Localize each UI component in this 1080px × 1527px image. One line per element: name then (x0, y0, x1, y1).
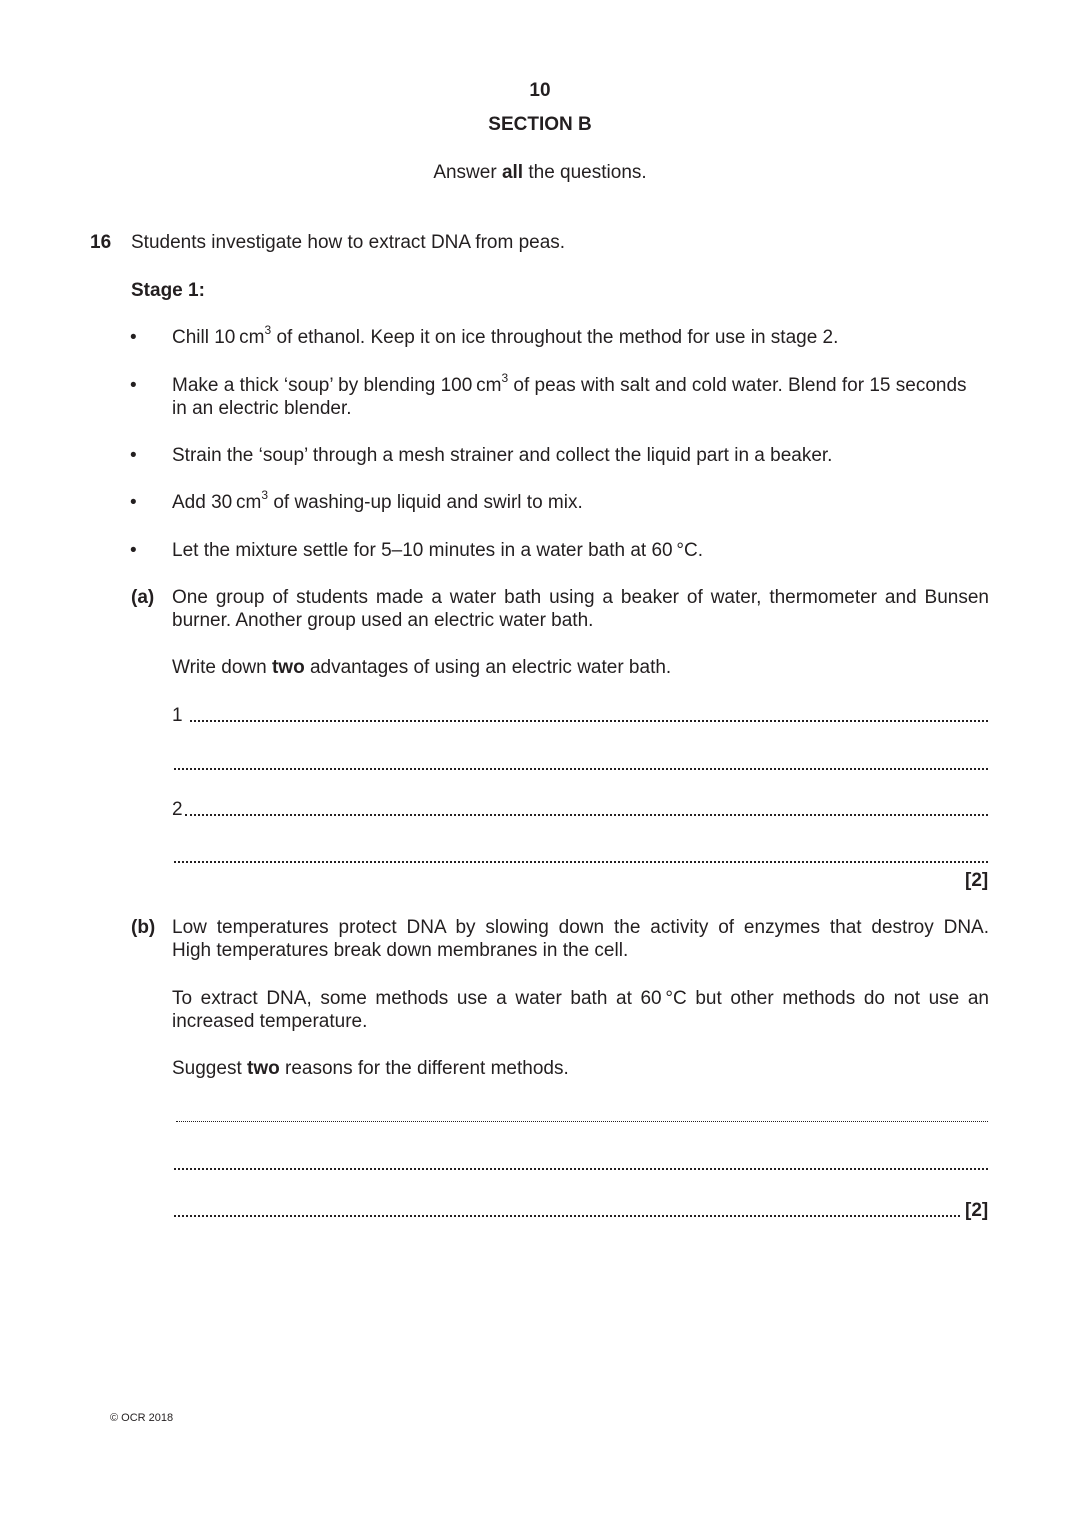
part-a-prompt (172, 657, 671, 679)
bullet-icon: • (130, 540, 137, 561)
part-a-marks: [2] (965, 870, 989, 891)
section-instruction (0, 162, 1080, 184)
method-step: Let the mixture settle for 5–10 minutes in a water bath at 60 °C. (172, 540, 704, 561)
part-a-text-line2: burner. Another group used an electric water bath. (172, 610, 594, 631)
method-step (172, 370, 967, 397)
step-text: Chill 10 cm (172, 327, 265, 348)
bullet-icon: • (130, 327, 137, 348)
prompt-text: Write down (172, 657, 272, 678)
answer-line-a1[interactable] (190, 720, 988, 722)
part-a-label: (a) (131, 587, 155, 608)
bullet-icon: • (130, 375, 137, 396)
copyright-footer: © OCR 2018 (110, 1412, 174, 1424)
bullet-icon: • (130, 445, 137, 466)
answer-2-label: 2 (172, 799, 183, 820)
instruction-bold: all (501, 162, 524, 183)
prompt-bold: two (271, 657, 305, 678)
part-b-text-line4: increased temperature. (172, 1011, 368, 1032)
part-a-text-line1: One group of students made a water bath using a beaker of water, thermometer and Bunsen (172, 587, 989, 608)
method-step (172, 487, 583, 514)
part-b-prompt (172, 1058, 569, 1080)
answer-line-a3[interactable] (185, 814, 988, 816)
step-text: Add 30 cm (172, 492, 262, 513)
step-text: of peas with salt and cold water. Blend for 15 seconds (508, 375, 967, 396)
superscript: 3 (264, 322, 272, 337)
prompt-bold: two (247, 1058, 280, 1079)
superscript: 3 (261, 487, 269, 502)
bullet-icon: • (130, 492, 137, 513)
section-title: SECTION B (488, 114, 592, 135)
part-b-label: (b) (131, 917, 156, 938)
answer-line-b1[interactable] (176, 1121, 988, 1122)
part-b-text-line2: High temperatures break down membranes in the cell. (172, 940, 629, 961)
step-text: of washing-up liquid and swirl to mix. (268, 492, 583, 513)
question-number: 16 (90, 232, 112, 253)
part-b-marks: [2] (965, 1200, 989, 1221)
part-b-text-line3: To extract DNA, some methods use a water bath at 60 °C but other methods do not use an (172, 988, 989, 1009)
answer-line-b3[interactable] (174, 1215, 960, 1217)
answer-1-label: 1 (172, 705, 183, 726)
answer-line-a2[interactable] (174, 768, 988, 770)
page-number: 10 (529, 80, 551, 101)
method-step: Strain the ‘soup’ through a mesh strainer and collect the liquid part in a beaker. (172, 445, 833, 466)
prompt-text: reasons for the different methods. (279, 1058, 569, 1079)
instruction-post: the questions. (523, 162, 647, 183)
method-step-continued: in an electric blender. (172, 398, 352, 419)
superscript: 3 (501, 370, 509, 385)
step-text: Make a thick ‘soup’ by blending 100 cm (172, 375, 502, 396)
prompt-text: Suggest (172, 1058, 247, 1079)
step-text: of ethanol. Keep it on ice throughout the method for use in stage 2. (271, 327, 839, 348)
method-step (172, 322, 839, 349)
part-b-text-line1: Low temperatures protect DNA by slowing down the activity of enzymes that destroy DNA. (172, 917, 989, 938)
answer-line-a4[interactable] (174, 861, 988, 863)
prompt-text: advantages of using an electric water bath. (304, 657, 672, 678)
question-intro: Students investigate how to extract DNA from peas. (131, 232, 566, 253)
instruction-pre: Answer (433, 162, 502, 183)
stage-label: Stage 1: (131, 280, 205, 301)
answer-line-b2[interactable] (174, 1168, 988, 1170)
